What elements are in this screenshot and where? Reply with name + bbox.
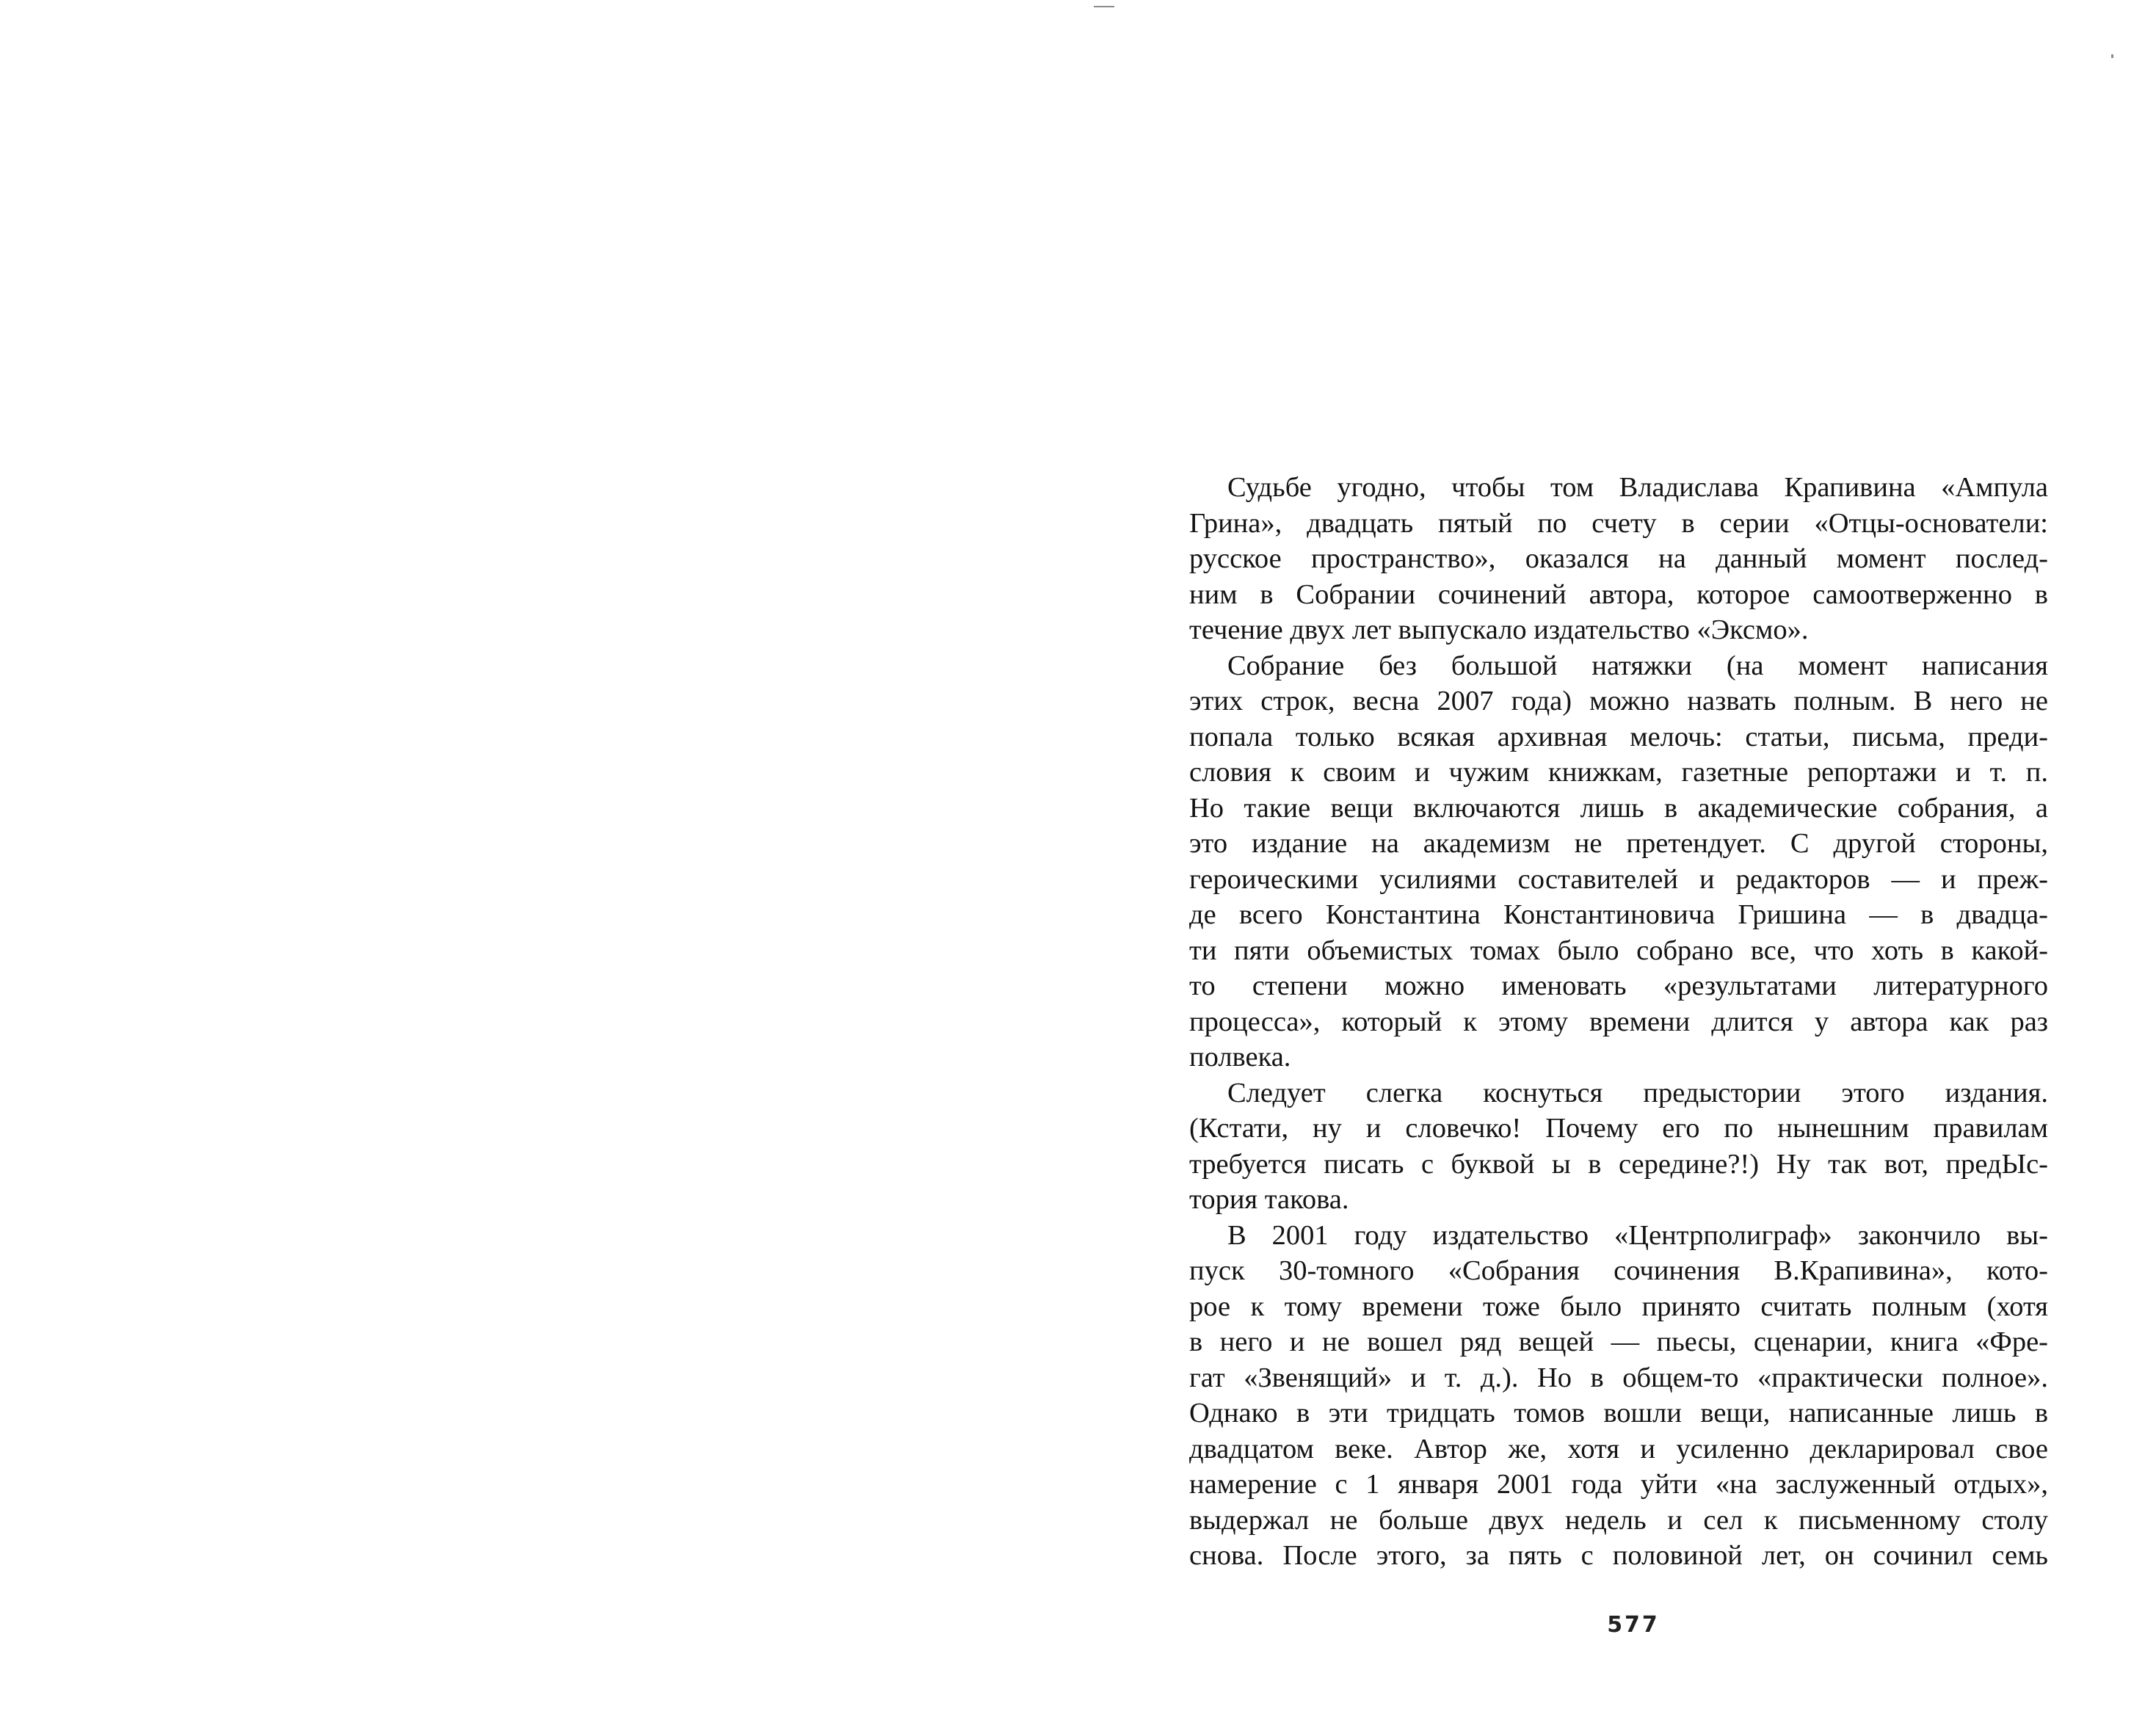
text-line: требуется писать с буквой ы в середине?!) Ну так вот, предЫс-: [1189, 1148, 2048, 1180]
text-line: (Кстати, ну и словечко! Почему его по нынешним правилам: [1189, 1113, 2048, 1144]
paragraph-first-line: Следует слегка коснуться предыстории этого издания.: [1227, 1077, 2048, 1108]
text-line: в него и не вошел ряд вещей — пьесы, сценарии, книга «Фре-: [1189, 1326, 2048, 1357]
text-line: пуск 30-томного «Собрания сочинения В.Крапивина», кото-: [1189, 1255, 2048, 1286]
text-line: снова. После этого, за пять с половиной лет, он сочинил семь: [1189, 1540, 2048, 1571]
text-line: течение двух лет выпускало издательство «Эксмо».: [1189, 614, 1809, 645]
scan-artifact-mark: [1094, 6, 1114, 7]
text-line: выдержал не больше двух недель и сел к письменному столу: [1189, 1504, 2048, 1536]
paragraph-first-line: В 2001 году издательство «Центрполиграф» закончило вы-: [1227, 1219, 2048, 1251]
text-line: словия к своим и чужим книжкам, газетные репортажи и т. п.: [1189, 757, 2048, 788]
text-line: процесса», который к этому времени длится у автора как раз: [1189, 1006, 2048, 1037]
text-line: намерение с 1 января 2001 года уйти «на заслуженный отдых»,: [1189, 1469, 2048, 1500]
text-line: Однако в эти тридцать томов вошли вещи, написанные лишь в: [1189, 1398, 2048, 1428]
paragraph-first-line: Собрание без большой натяжки (на момент написания: [1227, 650, 2048, 681]
text-line: ти пяти объемистых томах было собрано все, что хоть в какой-: [1189, 934, 2048, 966]
text-line: Но такие вещи включаются лишь в академические собрания, а: [1189, 792, 2048, 824]
page-number: 577: [1607, 1612, 1660, 1638]
text-line: рое к тому времени тоже было принято считать полным (хотя: [1189, 1290, 2048, 1322]
body-text: [1189, 470, 2048, 1600]
text-line: этих строк, весна 2007 года) можно назвать полным. В него не: [1189, 686, 2048, 716]
text-line: тория такова.: [1189, 1184, 1349, 1215]
text-line: двадцатом веке. Автор же, хотя и усиленно декларировал свое: [1189, 1433, 2048, 1464]
text-line: русское пространство», оказался на данный момент послед-: [1189, 543, 2048, 574]
text-line: полвека.: [1189, 1042, 1291, 1072]
text-line: гат «Звенящий» и т. д.). Но в общем-то «практически полное».: [1189, 1362, 2048, 1393]
text-line: то степени можно именовать «результатами литературного: [1189, 970, 2048, 1001]
text-line: Грина», двадцать пятый по счету в серии «Отцы-основатели:: [1189, 507, 2048, 539]
text-line: это издание на академизм не претендует. С другой стороны,: [1189, 828, 2048, 859]
paragraph-first-line: Судьбе угодно, чтобы том Владислава Крапивина «Ампула: [1227, 472, 2048, 503]
text-line: попала только всякая архивная мелочь: статьи, письма, преди-: [1189, 721, 2048, 752]
text-line: де всего Константина Константиновича Гришина — в двадца-: [1189, 899, 2048, 930]
text-line: ним в Собрании сочинений автора, которое самоотверженно в: [1189, 578, 2048, 610]
text-line: героическими усилиями составителей и редакторов — и преж-: [1189, 863, 2048, 895]
scan-artifact-dot: [2111, 54, 2113, 58]
